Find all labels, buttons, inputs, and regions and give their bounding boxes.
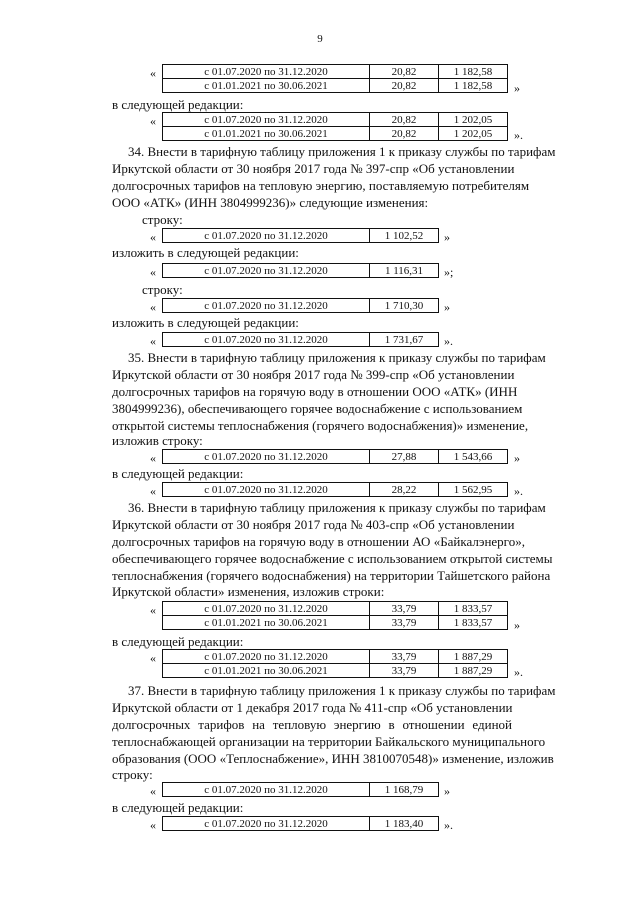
table-cell: 1 833,57 [439,602,508,616]
paragraph-36-line: Иркутской области» изменения, изложив строки: [112,584,385,599]
table-row [163,65,508,79]
table-cell: с 01.07.2020 по 31.12.2020 [163,299,370,313]
paragraph-37-line: Иркутской области от 1 декабря 2017 года № 411-спр «Об установлении [112,700,513,715]
text-line: в следующей редакции: [112,634,244,649]
table-row [163,783,439,797]
tariff-table [162,298,439,313]
table-cell: 1 710,30 [370,299,439,313]
paragraph-37-line: теплоснабжающей организации на территории Байкальского муниципального [112,734,546,749]
table-cell: 33,79 [370,650,439,664]
quote-close: » [514,451,520,465]
table-cell: 33,79 [370,616,439,630]
tariff-table [162,228,439,243]
quote-open: « [150,230,156,244]
table-cell: с 01.07.2020 по 31.12.2020 [163,817,370,831]
quote-close: ». [514,128,523,142]
table-cell: 1 833,57 [439,616,508,630]
tariff-table [162,816,439,831]
quote-open: « [150,265,156,279]
table-cell: 1 543,66 [439,450,508,464]
quote-open: « [150,451,156,465]
paragraph-36-line: долгосрочных тарифов на горячую воду в отношении АО «Байкалэнерго», [112,534,525,549]
table-cell: 28,22 [370,483,439,497]
table-row [163,483,508,497]
table-cell: с 01.07.2020 по 31.12.2020 [163,450,370,464]
table-row [163,333,439,347]
text-line: в следующей редакции: [112,97,244,112]
paragraph-37-line: 37. Внести в тарифную таблицу приложения 1 к приказу службы по тарифам [128,683,556,698]
table-row [163,817,439,831]
paragraph-34-line: Иркутской области от 30 ноября 2017 года № 397-спр «Об установлении [112,161,515,176]
paragraph-37-line: строку: [112,767,153,782]
text-line: строку: [142,282,183,297]
tariff-table [162,64,508,93]
quote-close: ». [444,334,453,348]
paragraph-35-line: изложив строку: [112,433,203,448]
text-line: в следующей редакции: [112,800,244,815]
table-cell: 1 116,31 [370,264,439,278]
table-row [163,664,508,678]
text-line: изложить в следующей редакции: [112,245,299,260]
table-row [163,650,508,664]
table-cell: с 01.01.2021 по 30.06.2021 [163,127,370,141]
paragraph-35-line: 35. Внести в тарифную таблицу приложения к приказу службы по тарифам [128,350,546,365]
table-cell: с 01.07.2020 по 31.12.2020 [163,783,370,797]
paragraph-36-line: теплоснабжения (горячего водоснабжения) на территории Тайшетского района [112,568,551,583]
text-line: строку: [142,212,183,227]
tariff-table [162,649,508,678]
quote-open: « [150,651,156,665]
table-cell: с 01.01.2021 по 30.06.2021 [163,79,370,93]
table-cell: с 01.01.2021 по 30.06.2021 [163,616,370,630]
table-cell: 33,79 [370,602,439,616]
table-cell: 1 731,67 [370,333,439,347]
page-number: 9 [317,33,323,45]
table-cell: 27,88 [370,450,439,464]
table-cell: 1 562,95 [439,483,508,497]
quote-close: ». [514,665,523,679]
table-cell: 1 202,05 [439,127,508,141]
table-cell: 1 183,40 [370,817,439,831]
paragraph-34-line: долгосрочных тарифов на тепловую энергию, поставляемую потребителям [112,178,530,193]
quote-close: ». [514,484,523,498]
quote-open: « [150,66,156,80]
table-cell: 33,79 [370,664,439,678]
quote-close: » [444,784,450,798]
table-cell: 1 887,29 [439,650,508,664]
table-cell: с 01.07.2020 по 31.12.2020 [163,65,370,79]
quote-open: « [150,334,156,348]
table-cell: с 01.01.2021 по 30.06.2021 [163,664,370,678]
table-cell: с 01.07.2020 по 31.12.2020 [163,483,370,497]
table-row [163,602,508,616]
paragraph-37-line: долгосрочных тарифов на тепловую энергию в отношении единой [112,717,512,732]
paragraph-35-line: Иркутской области от 30 ноября 2017 года № 399-спр «Об установлении [112,367,515,382]
table-cell: 20,82 [370,65,439,79]
table-row [163,264,439,278]
tariff-table [162,782,439,797]
table-cell: с 01.07.2020 по 31.12.2020 [163,229,370,243]
quote-close: » [514,618,520,632]
quote-open: « [150,818,156,832]
paragraph-35-line: 3804999236), обеспечивающего горячее водоснабжение с использованием [112,401,523,416]
quote-close: » [514,81,520,95]
table-cell: 20,82 [370,113,439,127]
quote-close: » [444,300,450,314]
table-cell: 1 887,29 [439,664,508,678]
paragraph-37-line: образования (ООО «Теплоснабжение», ИНН 3810070548)» изменение, изложив [112,751,554,766]
quote-open: « [150,114,156,128]
quote-open: « [150,784,156,798]
tariff-table [162,601,508,630]
table-row [163,450,508,464]
text-line: в следующей редакции: [112,466,244,481]
table-cell: 1 202,05 [439,113,508,127]
quote-open: « [150,603,156,617]
table-row [163,299,439,313]
tariff-table [162,332,439,347]
table-cell: с 01.07.2020 по 31.12.2020 [163,650,370,664]
table-cell: 1 168,79 [370,783,439,797]
quote-close: ». [444,818,453,832]
tariff-table [162,112,508,141]
paragraph-34-line: 34. Внести в тарифную таблицу приложения 1 к приказу службы по тарифам [128,144,556,159]
quote-close: » [444,230,450,244]
paragraph-34-line: ООО «АТК» (ИНН 3804999236)» следующие изменения: [112,195,429,210]
table-cell: с 01.07.2020 по 31.12.2020 [163,333,370,347]
paragraph-36-line: Иркутской области от 30 ноября 2017 года № 403-спр «Об установлении [112,517,515,532]
quote-open: « [150,300,156,314]
table-cell: 1 102,52 [370,229,439,243]
table-row [163,113,508,127]
tariff-table [162,263,439,278]
table-cell: 1 182,58 [439,65,508,79]
table-row [163,127,508,141]
table-cell: с 01.07.2020 по 31.12.2020 [163,602,370,616]
text-line: изложить в следующей редакции: [112,315,299,330]
table-row [163,229,439,243]
table-cell: с 01.07.2020 по 31.12.2020 [163,113,370,127]
table-cell: 1 182,58 [439,79,508,93]
table-row [163,616,508,630]
quote-close: »; [444,265,454,279]
quote-open: « [150,484,156,498]
paragraph-35-line: долгосрочных тарифов на горячую воду в отношении ООО «АТК» (ИНН [112,384,518,399]
table-cell: 20,82 [370,79,439,93]
tariff-table [162,449,508,464]
table-cell: с 01.07.2020 по 31.12.2020 [163,264,370,278]
tariff-table [162,482,508,497]
paragraph-35-line: открытой системы теплоснабжения (горячего водоснабжения)» изменение, [112,418,529,433]
table-cell: 20,82 [370,127,439,141]
table-row [163,79,508,93]
paragraph-36-line: обеспечивающего горячее водоснабжение с использованием открытой системы [112,551,553,566]
paragraph-36-line: 36. Внести в тарифную таблицу приложения к приказу службы по тарифам [128,500,546,515]
